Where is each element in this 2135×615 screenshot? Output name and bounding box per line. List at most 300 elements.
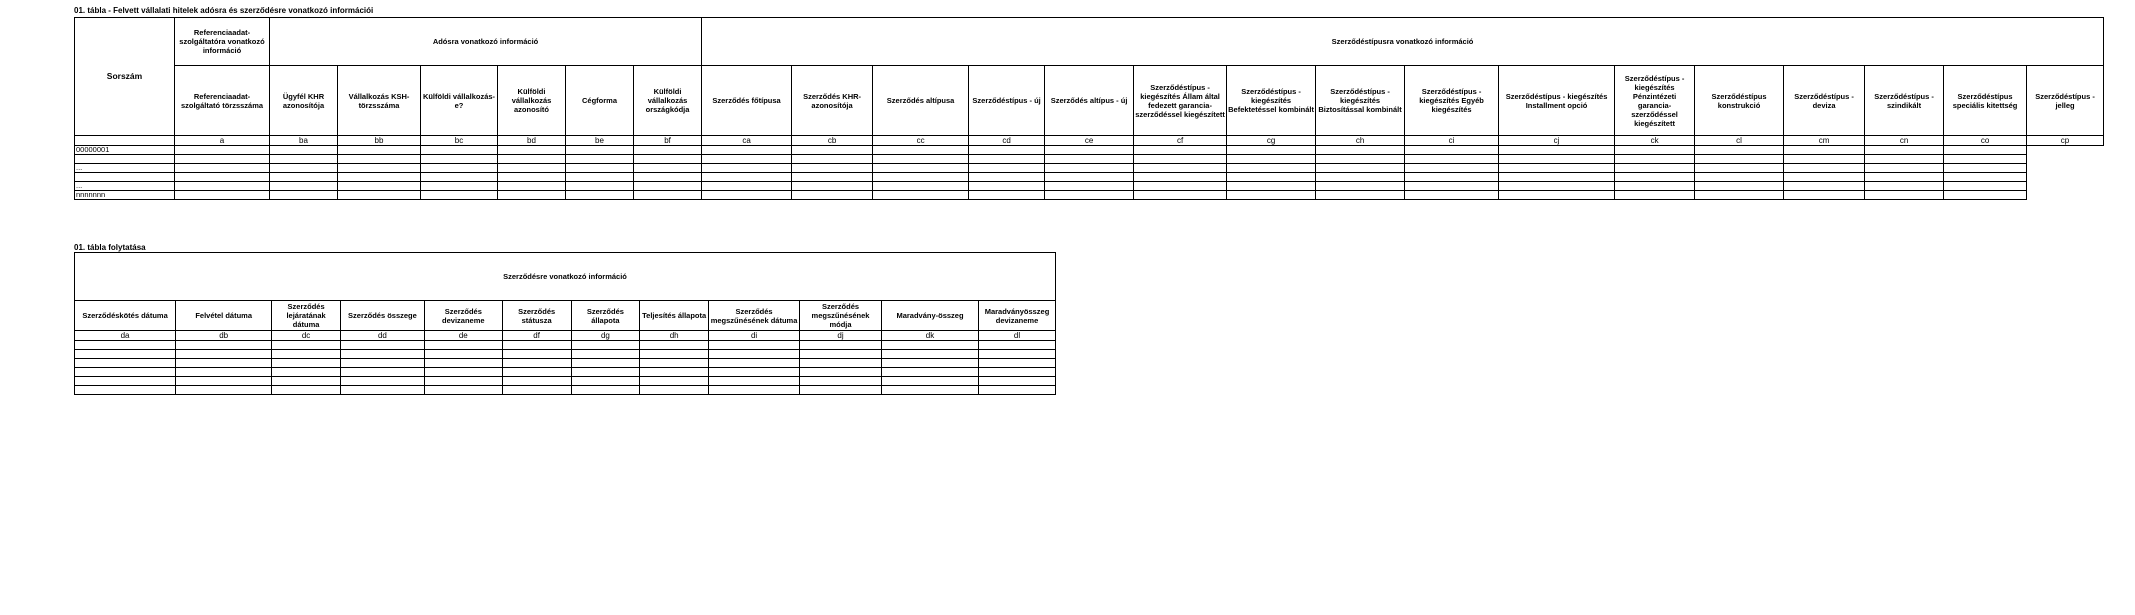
table-row [75, 182, 2104, 191]
table-cell [498, 155, 566, 164]
column-code: dg [571, 331, 640, 341]
table-cell [1316, 173, 1405, 182]
table-cell [1227, 182, 1316, 191]
table-cell [640, 341, 709, 350]
column-code: ch [1316, 136, 1405, 146]
table-cell [1944, 191, 2027, 200]
table-cell [1405, 182, 1499, 191]
table-cell [566, 191, 634, 200]
table-cell [800, 359, 882, 368]
column-header: Szerződéstípus - szindikált [1865, 66, 1944, 136]
table-cell [640, 368, 709, 377]
table-cell [1615, 155, 1695, 164]
table-row [75, 341, 1056, 350]
table-cell [502, 368, 571, 377]
table-cell [792, 155, 873, 164]
group-header-debtor: Adósra vonatkozó információ [270, 18, 702, 66]
table-cell [338, 173, 421, 182]
table-cell [709, 350, 800, 359]
table-cell [424, 341, 502, 350]
column-header: Szerződés státusza [502, 301, 571, 331]
column-code: cm [1784, 136, 1865, 146]
table-cell [702, 146, 792, 155]
table-cell [792, 191, 873, 200]
column-code: be [566, 136, 634, 146]
table-cell [873, 191, 969, 200]
table-cell [498, 182, 566, 191]
table-cell [792, 146, 873, 155]
column-code: ci [1405, 136, 1499, 146]
column-code: bc [421, 136, 498, 146]
table-cell [873, 173, 969, 182]
table-cell [176, 377, 272, 386]
column-code: dc [272, 331, 341, 341]
column-header: Külföldi vállalkozás országkódja [634, 66, 702, 136]
table-cell [800, 341, 882, 350]
table-cell [1405, 155, 1499, 164]
table-cell [272, 368, 341, 377]
column-header: Szerződés állapota [571, 301, 640, 331]
table-cell [709, 377, 800, 386]
column-header: Teljesítés állapota [640, 301, 709, 331]
table-cell [1405, 191, 1499, 200]
column-header: Szerződés KHR-azonosítója [792, 66, 873, 136]
table-cell [340, 368, 424, 377]
table-cell [979, 386, 1056, 395]
table1-title: 01. tábla - Felvett vállalati hitelek adósra és szerződésre vonatkozó információi [74, 6, 374, 15]
column-header: Szerződés megszűnésének módja [800, 301, 882, 331]
table-cell [1134, 164, 1227, 173]
table-cell [969, 164, 1045, 173]
table-cell [1695, 164, 1784, 173]
table-cell [270, 164, 338, 173]
table-cell [1784, 155, 1865, 164]
column-code: ba [270, 136, 338, 146]
table-cell [873, 182, 969, 191]
table-cell [1134, 191, 1227, 200]
table-cell [571, 350, 640, 359]
column-header: Szerződés altípus - új [1045, 66, 1134, 136]
table-row [75, 191, 2104, 200]
table-cell [340, 386, 424, 395]
table-cell [1316, 146, 1405, 155]
table-cell [75, 350, 176, 359]
column-code: bf [634, 136, 702, 146]
table-row [75, 164, 2104, 173]
table-cell [176, 341, 272, 350]
table-cell [1134, 155, 1227, 164]
table-cell [502, 359, 571, 368]
table-cell [969, 182, 1045, 191]
table-cell [873, 146, 969, 155]
table-cell [175, 191, 270, 200]
table-cell [969, 146, 1045, 155]
table-cell [1045, 164, 1134, 173]
table-cell [498, 146, 566, 155]
column-header: Szerződés főtípusa [702, 66, 792, 136]
table-cell [1045, 146, 1134, 155]
table-cell [75, 377, 176, 386]
table-cell [800, 377, 882, 386]
table-cell [800, 386, 882, 395]
table-cell [176, 359, 272, 368]
table-cell [571, 341, 640, 350]
table-cell [979, 350, 1056, 359]
table-cell [1944, 146, 2027, 155]
column-code: dh [640, 331, 709, 341]
table-cell [634, 164, 702, 173]
column-code: cl [1695, 136, 1784, 146]
table-cell [881, 386, 978, 395]
table-cell [792, 173, 873, 182]
column-code: dl [979, 331, 1056, 341]
table-cell [421, 146, 498, 155]
column-header: Vállalkozás KSH-törzsszáma [338, 66, 421, 136]
table-cell [1405, 164, 1499, 173]
table-cell [270, 146, 338, 155]
table-cell [498, 191, 566, 200]
table-cell [873, 155, 969, 164]
table-cell [1499, 182, 1615, 191]
table-cell [272, 341, 341, 350]
table-cell [566, 182, 634, 191]
table-cell [800, 350, 882, 359]
column-code: db [176, 331, 272, 341]
row-number: ... [75, 164, 175, 173]
table-cell [270, 173, 338, 182]
row-number [75, 173, 175, 182]
group-header-contract: Szerződésre vonatkozó információ [75, 253, 1056, 301]
table-cell [421, 164, 498, 173]
table-cell [1784, 173, 1865, 182]
table-cell [640, 359, 709, 368]
column-header: Szerződéstípus konstrukció [1695, 66, 1784, 136]
table-cell [1944, 155, 2027, 164]
table-cell [502, 377, 571, 386]
column-header: Szerződés összege [340, 301, 424, 331]
table1 [74, 17, 2104, 200]
table-cell [176, 350, 272, 359]
table-cell [338, 155, 421, 164]
table-cell [175, 173, 270, 182]
column-header: Szerződés devizaneme [424, 301, 502, 331]
column-header: Külföldi vállalkozás azonosító [498, 66, 566, 136]
table-cell [792, 164, 873, 173]
table-cell [566, 173, 634, 182]
table-cell [1865, 164, 1944, 173]
table-cell [272, 377, 341, 386]
table-cell [75, 359, 176, 368]
column-code: cc [873, 136, 969, 146]
table-row [75, 368, 1056, 377]
table-cell [424, 377, 502, 386]
table-cell [702, 182, 792, 191]
group-header-contract-type: Szerződéstípusra vonatkozó információ [702, 18, 2104, 66]
table-cell [881, 341, 978, 350]
table-cell [272, 386, 341, 395]
table-cell [1227, 146, 1316, 155]
table-cell [566, 164, 634, 173]
table-cell [969, 155, 1045, 164]
table-cell [424, 386, 502, 395]
row-number-header: Sorszám [75, 18, 175, 136]
column-header: Szerződéstípus - új [969, 66, 1045, 136]
table-cell [800, 368, 882, 377]
table-cell [175, 146, 270, 155]
column-code: ca [702, 136, 792, 146]
column-header: Szerződéstípus speciális kitettség [1944, 66, 2027, 136]
table-row [75, 146, 2104, 155]
table-cell [640, 350, 709, 359]
table-cell [1615, 182, 1695, 191]
table-cell [881, 350, 978, 359]
column-code: cd [969, 136, 1045, 146]
table-cell [75, 341, 176, 350]
column-code: bb [338, 136, 421, 146]
table-cell [571, 359, 640, 368]
table-row [75, 359, 1056, 368]
column-header: Szerződéstípus - kiegészítés Pénzintézeti garancia-szerződéssel kiegészített [1615, 66, 1695, 136]
code-cell [75, 136, 175, 146]
column-header: Szerződéstípus - kiegészítés Biztosítással kombinált [1316, 66, 1405, 136]
table-cell [1227, 155, 1316, 164]
table-cell [340, 341, 424, 350]
table-cell [1499, 155, 1615, 164]
table-row [75, 386, 1056, 395]
table-cell [175, 155, 270, 164]
row-number: ... [75, 182, 175, 191]
table-cell [270, 155, 338, 164]
table-cell [176, 368, 272, 377]
table-cell [421, 155, 498, 164]
column-header: Szerződéstípus - kiegészítés Állam által fedezett garancia-szerződéssel kiegészített [1134, 66, 1227, 136]
table-cell [969, 173, 1045, 182]
column-header: Szerződéstípus - kiegészítés Egyéb kiegészítés [1405, 66, 1499, 136]
table-row [75, 350, 1056, 359]
table-cell [421, 191, 498, 200]
table-cell [1316, 155, 1405, 164]
table-cell [270, 182, 338, 191]
table-cell [1695, 173, 1784, 182]
column-header: Referenciaadat-szolgáltató törzsszáma [175, 66, 270, 136]
table-cell [175, 164, 270, 173]
table-cell [634, 182, 702, 191]
table-cell [969, 191, 1045, 200]
column-code: bd [498, 136, 566, 146]
table-cell [424, 350, 502, 359]
table-cell [340, 359, 424, 368]
table-cell [1134, 146, 1227, 155]
table-cell [1865, 191, 1944, 200]
table-cell [1045, 182, 1134, 191]
column-header: Szerződéstípus - kiegészítés Installment opció [1499, 66, 1615, 136]
table-cell [979, 368, 1056, 377]
table-cell [709, 359, 800, 368]
table-cell [176, 386, 272, 395]
column-code: ck [1615, 136, 1695, 146]
table-cell [566, 146, 634, 155]
table-cell [1615, 164, 1695, 173]
table-cell [1615, 191, 1695, 200]
table-cell [1227, 173, 1316, 182]
column-code: de [424, 331, 502, 341]
table2-title: 01. tábla folytatása [74, 243, 146, 252]
column-code: df [502, 331, 571, 341]
column-header: Szerződéstípus - deviza [1784, 66, 1865, 136]
table-cell [709, 386, 800, 395]
table-cell [1045, 173, 1134, 182]
table-cell [272, 350, 341, 359]
table-cell [1134, 173, 1227, 182]
column-code: cg [1227, 136, 1316, 146]
table-row [75, 173, 2104, 182]
table-cell [979, 341, 1056, 350]
table-cell [979, 359, 1056, 368]
table-cell [502, 341, 571, 350]
table-cell [566, 155, 634, 164]
table-cell [75, 386, 176, 395]
table-cell [338, 191, 421, 200]
table-cell [702, 155, 792, 164]
table-cell [702, 191, 792, 200]
column-code: cj [1499, 136, 1615, 146]
table-cell [571, 368, 640, 377]
table-cell [979, 377, 1056, 386]
column-code: cb [792, 136, 873, 146]
table-cell [634, 146, 702, 155]
table-row [75, 377, 1056, 386]
table-cell [873, 164, 969, 173]
table-cell [1499, 173, 1615, 182]
column-header: Szerződéstípus - jelleg [2027, 66, 2104, 136]
row-number [75, 155, 175, 164]
table-cell [1944, 164, 2027, 173]
table-cell [1499, 146, 1615, 155]
column-header: Szerződés megszűnésének dátuma [709, 301, 800, 331]
table-cell [421, 182, 498, 191]
column-header: Maradvány-összeg [881, 301, 978, 331]
column-code: ce [1045, 136, 1134, 146]
column-header: Felvétel dátuma [176, 301, 272, 331]
table-cell [1695, 182, 1784, 191]
table-cell [1227, 164, 1316, 173]
table-cell [702, 173, 792, 182]
table-cell [1695, 146, 1784, 155]
column-header: Szerződéskötés dátuma [75, 301, 176, 331]
table-cell [338, 146, 421, 155]
column-header: Szerződés altípusa [873, 66, 969, 136]
table-cell [634, 173, 702, 182]
table-cell [1134, 182, 1227, 191]
row-number: 00000001 [75, 146, 175, 155]
table-cell [709, 341, 800, 350]
table-cell [881, 377, 978, 386]
table-cell [272, 359, 341, 368]
table-cell [634, 155, 702, 164]
column-header: Szerződés lejáratának dátuma [272, 301, 341, 331]
table-cell [640, 377, 709, 386]
table-cell [421, 173, 498, 182]
table-cell [340, 377, 424, 386]
column-code: cf [1134, 136, 1227, 146]
table-cell [1865, 155, 1944, 164]
row-number: nnnnnnn [75, 191, 175, 200]
column-code: a [175, 136, 270, 146]
table-cell [502, 386, 571, 395]
table-cell [1227, 191, 1316, 200]
table2 [74, 252, 1056, 395]
table-cell [338, 182, 421, 191]
table-cell [634, 191, 702, 200]
column-code: dd [340, 331, 424, 341]
table-cell [424, 359, 502, 368]
table-cell [1615, 146, 1695, 155]
table-cell [502, 350, 571, 359]
column-code: cp [2027, 136, 2104, 146]
table-cell [1316, 191, 1405, 200]
column-code: da [75, 331, 176, 341]
table-cell [709, 368, 800, 377]
table-cell [1784, 164, 1865, 173]
table-cell [881, 368, 978, 377]
table-cell [498, 164, 566, 173]
column-code: co [1944, 136, 2027, 146]
table-cell [1784, 182, 1865, 191]
column-header: Szerződéstípus - kiegészítés Befektetéssel kombinált [1227, 66, 1316, 136]
table-cell [175, 182, 270, 191]
table-cell [270, 191, 338, 200]
table-cell [1316, 164, 1405, 173]
column-header: Maradványösszeg devizaneme [979, 301, 1056, 331]
table-cell [1944, 182, 2027, 191]
table-cell [792, 182, 873, 191]
table-cell [571, 377, 640, 386]
column-header: Ügyfél KHR azonosítója [270, 66, 338, 136]
table-row [75, 155, 2104, 164]
table-cell [1405, 173, 1499, 182]
table-cell [498, 173, 566, 182]
table-cell [881, 359, 978, 368]
table-cell [1865, 146, 1944, 155]
column-code: dj [800, 331, 882, 341]
table-cell [1865, 173, 1944, 182]
table-cell [1784, 191, 1865, 200]
table-cell [424, 368, 502, 377]
table-cell [338, 164, 421, 173]
table-cell [1615, 173, 1695, 182]
table-cell [571, 386, 640, 395]
column-code: di [709, 331, 800, 341]
table-cell [75, 368, 176, 377]
table-cell [1405, 146, 1499, 155]
table-cell [702, 164, 792, 173]
column-header: Külföldi vállalkozás-e? [421, 66, 498, 136]
table-cell [1316, 182, 1405, 191]
table-cell [1865, 182, 1944, 191]
table-cell [1695, 155, 1784, 164]
table-cell [640, 386, 709, 395]
group-header-reference: Referenciaadat-szolgáltatóra vonatkozó információ [175, 18, 270, 66]
table-cell [340, 350, 424, 359]
table-cell [1784, 146, 1865, 155]
table-cell [1499, 191, 1615, 200]
table-cell [1695, 191, 1784, 200]
table-cell [1045, 155, 1134, 164]
column-header: Cégforma [566, 66, 634, 136]
table-cell [1944, 173, 2027, 182]
table-cell [1045, 191, 1134, 200]
column-code: cn [1865, 136, 1944, 146]
